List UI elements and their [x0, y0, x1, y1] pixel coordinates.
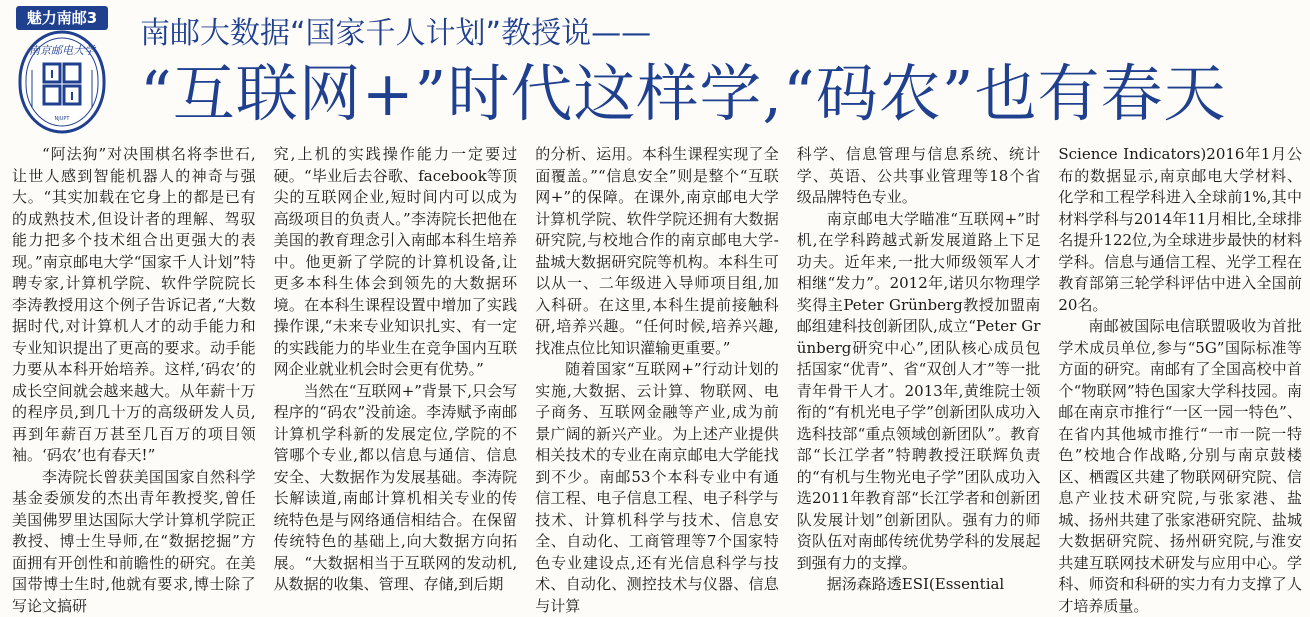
headline-main: “互联网+”时代这样学,“码农”也有春天 [140, 56, 1226, 132]
university-logo [6, 6, 118, 138]
paragraph: 随着国家“互联网+”行动计划的实施,大数据、云计算、物联网、电子商务、互联网金融等产业,成为前景广阔的新兴产业。为上述产业提供相关技术的专业在南京邮电大学能找到不少。南邮53个本科专业中有通信工程、电子信息工程、电子科学与技术、计算机科学与技术、信息安全、自动化、工商管理等7个国家特色专业建设点,还有光信息科学与技术、自动化、测控技术与仪器、信息与计算 [535, 359, 779, 617]
paragraph: 当然在“互联网+”背景下,只会写程序的“码农”没前途。李涛赋予南邮计算机学科新的发展定位,学院的不管哪个专业,都以信息与通信、信息安全、大数据作为发展基础。李涛院长解读道,南邮计算机相关专业的传统特色是与网络通信相结合。在保留传统特色的基础上,向大数据方向拓展。“大数据相当于互联网的发动机,从数据的收集、管理、存储,到后期 [274, 381, 518, 596]
paragraph-continued: Science Indicators)2016年1月公布的数据显示,南京邮电大学材料、化学和工程学科进入全球前1%,其中材料学科与2014年11月相比,全球排名提升122位,为全球进步最快的材料学科。信息与通信工程、光学工程在教育部第三轮学科评估中进入全国前20名。 [1058, 144, 1302, 316]
series-badge: 魅力南邮3 [16, 6, 108, 30]
paragraph: 南邮被国际电信联盟吸收为首批学术成员单位,参与“5G”国际标准等方面的研究。南邮有了全国高校中首个“物联网”特色国家大学科技园。南邮在南京市推行“一区一园一特色”、在省内其他城市推行“一市一院一特色”校地合作战略,分别与南京鼓楼区、栖霞区共建了物联网研究院、信息产业技术研究院,与张家港、盐城、扬州共建了张家港研究院、盐城大数据研究院、扬州研究院,与淮安共建互联网技术研发与应用中心。学科、师资和科研的实力有力支撑了人才培养质量。 [1058, 316, 1302, 617]
article-column-5 [1058, 144, 1302, 599]
article-column-2 [274, 144, 518, 599]
paragraph: 据汤森路透ESI(Essential [797, 574, 1041, 596]
paragraph-continued: 科学、信息管理与信息系统、统计学、英语、公共事业管理等18个省级品牌特色专业。 [797, 144, 1041, 209]
paragraph-continued: 究,上机的实践操作能力一定要过硬。“毕业后去谷歌、facebook等顶尖的互联网企业,短时间内可以成为高级项目的负责人。”李涛院长把他在美国的教育理念引入南邮本科生培养中。他更新了学院的计算机设备,让更多本科生体会到领先的大数据环境。在本科生课程设置中增加了实践操作课,“未来专业知识扎实、有一定的实践能力的毕业生在竞争国内互联网企业就业机会时会更有优势。” [274, 144, 518, 381]
svg-text:南京邮电大学: 南京邮电大学 [29, 44, 97, 57]
paragraph: 李涛院长曾获美国国家自然科学基金委颁发的杰出青年教授奖,曾任美国佛罗里达国际大学计算机学院正教授、博士生导师,在“数据挖掘”方面拥有开创性和前瞻性的研究。在美国带博士生时,他就有要求,博士除了写论文搞研 [12, 467, 256, 617]
svg-text:NJUPT: NJUPT [55, 116, 71, 122]
paragraph: 南京邮电大学瞄准“互联网+”时机,在学科跨越式新发展道路上下足功夫。近年来,一批大师级领军人才相继“发力”。2012年,诺贝尔物理学奖得主Peter Grünberg教授加盟南邮组建科技创新团队,成立“Peter Grünberg研究中心”,团队核心成员包括国家“优青”、省“双创人才”等一批青年骨干人才。2013年,黄维院士领衔的“有机光电子学”创新团队成功入选科技部“重点领域创新团队”。教育部“长江学者”特聘教授汪联辉负责的“有机与生物光电子学”团队成功入选2011年教育部“长江学者和创新团队发展计划”创新团队。强有力的师资队伍对南邮传统优势学科的发展起到强有力的支撑。 [797, 209, 1041, 575]
article-column-3 [535, 144, 779, 599]
university-seal-icon [14, 30, 110, 134]
paragraph-continued: 的分析、运用。本科生课程实现了全面覆盖。”“信息安全”则是整个“互联网+”的保障。在课外,南京邮电大学计算机学院、软件学院还拥有大数据研究院,与校地合作的南京邮电大学-盐城大数据研究院等机构。本科生可以从一、二年级进入导师项目组,加入科研。在这里,本科生提前接触科研,培养兴趣。“任何时候,培养兴趣,找准点位比知识灌输更重要。” [535, 144, 779, 359]
article-body [12, 144, 1302, 599]
headline-kicker: 南邮大数据“国家千人计划”教授说—— [140, 14, 651, 54]
article-column-4 [797, 144, 1041, 599]
article-column-1 [12, 144, 256, 599]
paragraph: “阿法狗”对决围棋名将李世石,让世人感到智能机器人的神奇与强大。“其实加载在它身上的都是已有的成熟技术,但设计者的理解、驾驭能力把多个技术组合出更强大的表现。”南京邮电大学“国家千人计划”特聘专家,计算机学院、软件学院院长李涛教授用这个例子告诉记者,“大数据时代,对计算机人才的动手能力和专业知识提出了更高的要求。动手能力要从本科开始培养。这样,‘码农’的成长空间就会越来越大。从年薪十万的程序员,到几十万的高级研发人员,再到年薪百万甚至几百万的项目领袖。‘码农’也有春天!” [12, 144, 256, 467]
